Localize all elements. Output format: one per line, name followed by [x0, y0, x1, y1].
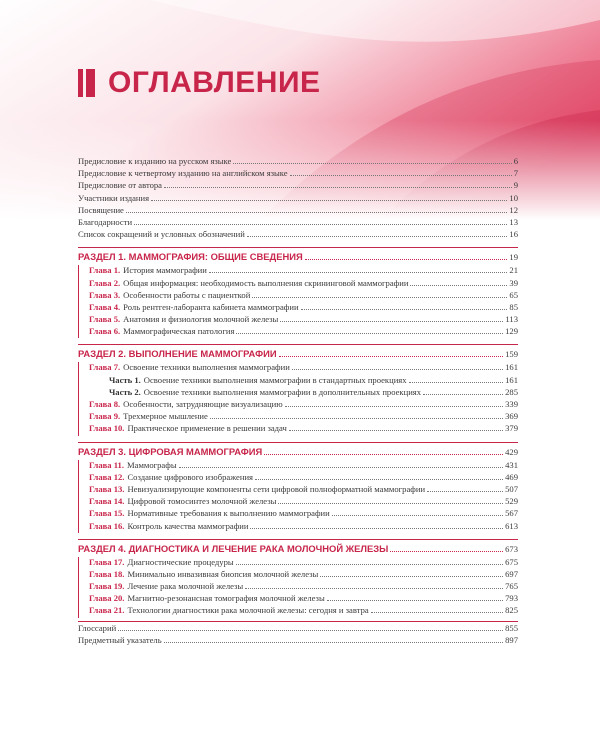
entry-number: Глава 10. [89, 423, 125, 434]
entry-label: Глава 18. Минимально инвазивная биопсия молочной железы [89, 568, 319, 579]
entry-page: 285 [505, 386, 518, 397]
entry-label: Глава 15. Нормативные требования к выполнению маммографии [89, 508, 330, 519]
section-title: РАЗДЕЛ 1. МАММОГРАФИЯ: ОБЩИЕ СВЕДЕНИЯ [78, 251, 303, 263]
entry-page: 765 [505, 581, 518, 592]
entry-number: Глава 20. [89, 593, 125, 604]
table-of-contents [78, 156, 518, 647]
leader-dots [279, 356, 504, 357]
entry-page: 897 [505, 634, 518, 645]
entry-number: Часть 2. [109, 386, 141, 397]
entry-number: Глава 21. [89, 605, 125, 616]
entry-page: 113 [505, 314, 518, 325]
entry-number: Глава 9. [89, 411, 121, 422]
toc-entry[interactable] [79, 472, 518, 484]
entry-page: 793 [505, 593, 518, 604]
entry-label: Глава 6. Маммографическая патология [89, 326, 235, 337]
leader-dots [292, 369, 503, 370]
title-bars-icon [78, 69, 98, 97]
section-heading[interactable] [78, 539, 518, 557]
toc-entry[interactable] [79, 375, 518, 387]
entry-number: Часть 1. [109, 374, 141, 385]
entry-number: Глава 17. [89, 556, 125, 567]
leader-dots [423, 394, 503, 395]
entry-number: Глава 19. [89, 581, 125, 592]
entry-number: Глава 13. [89, 483, 125, 494]
entry-label: Благодарности [78, 216, 133, 227]
toc-entry[interactable] [79, 496, 518, 508]
entry-label: Глава 1. История маммографии [89, 265, 207, 276]
section-chapters [78, 362, 518, 435]
entry-number: Глава 5. [89, 314, 121, 325]
entry-page: 613 [505, 520, 518, 531]
section-heading[interactable] [78, 344, 518, 362]
leader-dots [301, 309, 508, 310]
entry-label: Список сокращений и условных обозначений [78, 229, 245, 240]
leader-dots [252, 297, 507, 298]
entry-page: 65 [509, 289, 518, 300]
leader-dots [332, 515, 503, 516]
entry-label: Глава 9. Трехмерное мышление [89, 411, 208, 422]
section-page: 19 [509, 252, 518, 263]
leader-dots [236, 564, 503, 565]
entry-page: 529 [505, 496, 518, 507]
leader-dots [410, 285, 507, 286]
leader-dots [427, 491, 503, 492]
toc-entry[interactable] [78, 156, 518, 168]
entry-number: Глава 4. [89, 301, 121, 312]
entry-label: Глава 20. Магнитно-резонансная томография молочной железы [89, 593, 325, 604]
leader-dots [209, 272, 508, 273]
entry-label: Посвящение [78, 204, 124, 215]
entry-page: 339 [505, 399, 518, 409]
toc-entry[interactable] [78, 623, 518, 635]
toc-entry[interactable] [79, 265, 518, 277]
toc-entry[interactable] [79, 581, 518, 593]
entry-page: 12 [509, 204, 518, 215]
toc-entry[interactable] [79, 423, 518, 435]
entry-label: Участники издания [78, 192, 150, 203]
toc-entry[interactable] [79, 399, 518, 411]
toc-entry[interactable] [79, 508, 518, 520]
toc-entry[interactable] [79, 302, 518, 314]
entry-number: Глава 8. [89, 399, 121, 409]
entry-label: Предисловие к четвертому изданию на английском языке [78, 168, 288, 179]
leader-dots [151, 200, 507, 201]
leader-dots [409, 382, 504, 383]
entry-number: Глава 11. [89, 459, 124, 470]
entry-label: Глава 2. Общая информация: необходимость выполнения скрининговой маммографии [89, 277, 409, 288]
section-chapters [78, 265, 518, 338]
entry-page: 13 [509, 216, 518, 227]
entry-page: 7 [513, 168, 518, 179]
entry-page: 16 [509, 229, 518, 240]
entry-page: 507 [505, 483, 518, 494]
toc-entry[interactable] [78, 229, 518, 241]
toc-entry[interactable] [79, 484, 518, 496]
leader-dots [289, 430, 503, 431]
entry-number: Глава 15. [89, 508, 125, 519]
toc-entry[interactable] [79, 521, 518, 533]
entry-number: Глава 3. [89, 289, 121, 300]
leader-dots [134, 224, 507, 225]
toc-entry[interactable] [78, 168, 518, 180]
entry-number: Глава 7. [89, 362, 121, 373]
toc-entry[interactable] [79, 557, 518, 569]
toc-entry[interactable] [79, 411, 518, 423]
entry-label: Глава 4. Роль рентген-лаборанта кабинета маммографии [89, 301, 299, 312]
entry-label: Глоссарий [78, 622, 117, 633]
entry-label: Глава 13. Невизуализирующие компоненты сети цифровой полноформатной маммографии [89, 483, 426, 494]
entry-page: 39 [509, 277, 518, 288]
leader-dots [390, 551, 503, 552]
section-page: 673 [505, 543, 518, 554]
entry-label: Глава 7. Освоение техники выполнения маммографии [89, 362, 290, 373]
entry-label: Часть 2. Освоение техники выполнения маммографии в дополнительных проекциях [109, 386, 422, 397]
toc-entry[interactable] [78, 635, 518, 647]
entry-page: 567 [505, 508, 518, 519]
entry-page: 85 [509, 301, 518, 312]
entry-page: 369 [505, 411, 518, 422]
entry-page: 855 [505, 622, 518, 633]
entry-label: Глава 21. Технологии диагностики рака молочной железы: сегодня и завтра [89, 605, 369, 616]
leader-dots [247, 236, 508, 237]
entry-number: Глава 12. [89, 471, 125, 482]
toc-entry[interactable] [79, 593, 518, 605]
leader-dots [305, 259, 508, 260]
page-title [78, 66, 321, 100]
section-page: 429 [505, 446, 518, 457]
toc-entry[interactable] [79, 605, 518, 617]
entry-label: Глава 17. Диагностические процедуры [89, 556, 234, 567]
entry-number: Глава 1. [89, 265, 121, 276]
leader-dots [164, 187, 512, 188]
section-chapters [78, 460, 518, 533]
entry-page: 161 [505, 374, 518, 385]
leader-dots [255, 479, 503, 480]
entry-label: Часть 1. Освоение техники выполнения маммографии в стандартных проекциях [109, 374, 407, 385]
entry-number: Глава 14. [89, 496, 125, 507]
toc-entry[interactable] [78, 180, 518, 192]
entry-label: Глава 8. Особенности, затрудняющие визуализацию [89, 399, 283, 409]
section-page: 159 [505, 349, 518, 360]
entry-label: Глава 5. Анатомия и физиология молочной железы [89, 314, 279, 325]
leader-dots [164, 642, 503, 643]
leader-dots [327, 600, 503, 601]
entry-page: 379 [505, 423, 518, 434]
back-matter [78, 621, 518, 647]
entry-label: Глава 19. Лечение рака молочной железы [89, 581, 244, 592]
entry-page: 10 [509, 192, 518, 203]
leader-dots [264, 454, 503, 455]
entry-label: Глава 10. Практическое применение в решении задач [89, 423, 287, 434]
toc-entry[interactable] [79, 290, 518, 302]
leader-dots [210, 418, 503, 419]
section-title: РАЗДЕЛ 3. ЦИФРОВАЯ МАММОГРАФИЯ [78, 445, 263, 457]
toc-entry[interactable] [79, 387, 518, 399]
entry-page: 9 [513, 180, 518, 191]
section-title: РАЗДЕЛ 2. ВЫПОЛНЕНИЕ МАММОГРАФИИ [78, 348, 277, 360]
toc-entry[interactable] [79, 569, 518, 581]
entry-label: Глава 14. Цифровой томосинтез молочной железы [89, 496, 277, 507]
entry-label: Предметный указатель [78, 634, 162, 645]
entry-page: 161 [505, 362, 518, 373]
entry-number: Глава 2. [89, 277, 121, 288]
toc-entry[interactable] [79, 314, 518, 326]
page-title-text: ОГЛАВЛЕНИЕ [108, 66, 321, 99]
entry-page: 21 [509, 265, 518, 276]
leader-dots [179, 467, 504, 468]
toc-entry[interactable] [78, 205, 518, 217]
leader-dots [320, 576, 503, 577]
entry-page: 431 [505, 459, 518, 470]
toc-entry[interactable] [78, 217, 518, 229]
leader-dots [285, 406, 503, 407]
leader-dots [233, 163, 511, 164]
toc-entry[interactable] [78, 193, 518, 205]
leader-dots [245, 588, 503, 589]
section-heading[interactable] [78, 442, 518, 460]
entry-label: Глава 16. Контроль качества маммографии [89, 520, 249, 531]
entry-label: Предисловие от автора [78, 180, 162, 191]
section-heading[interactable] [78, 247, 518, 265]
entry-page: 675 [505, 556, 518, 567]
leader-dots [250, 528, 503, 529]
entry-page: 825 [505, 605, 518, 616]
toc-entry[interactable] [79, 460, 518, 472]
entry-page: 697 [505, 568, 518, 579]
entry-label: Предисловие к изданию на русском языке [78, 156, 232, 166]
toc-entry[interactable] [79, 278, 518, 290]
entry-number: Глава 16. [89, 520, 125, 531]
leader-dots [126, 212, 508, 213]
entry-number: Глава 18. [89, 568, 125, 579]
entry-number: Глава 6. [89, 326, 121, 337]
leader-dots [290, 175, 512, 176]
toc-entry[interactable] [79, 362, 518, 374]
entry-page: 129 [505, 326, 518, 337]
leader-dots [371, 612, 503, 613]
entry-label: Глава 3. Особенности работы с пациенткой [89, 289, 251, 300]
leader-dots [118, 630, 503, 631]
section-chapters [78, 557, 518, 618]
entry-page: 469 [505, 471, 518, 482]
leader-dots [280, 321, 503, 322]
section-title: РАЗДЕЛ 4. ДИАГНОСТИКА И ЛЕЧЕНИЕ РАКА МОЛОЧНОЙ ЖЕЛЕЗЫ [78, 542, 389, 554]
entry-label: Глава 12. Создание цифрового изображения [89, 471, 253, 482]
entry-page: 6 [513, 156, 518, 166]
entry-label: Глава 11. Маммографы [89, 459, 177, 470]
toc-entry[interactable] [79, 326, 518, 338]
leader-dots [236, 333, 503, 334]
leader-dots [278, 503, 503, 504]
